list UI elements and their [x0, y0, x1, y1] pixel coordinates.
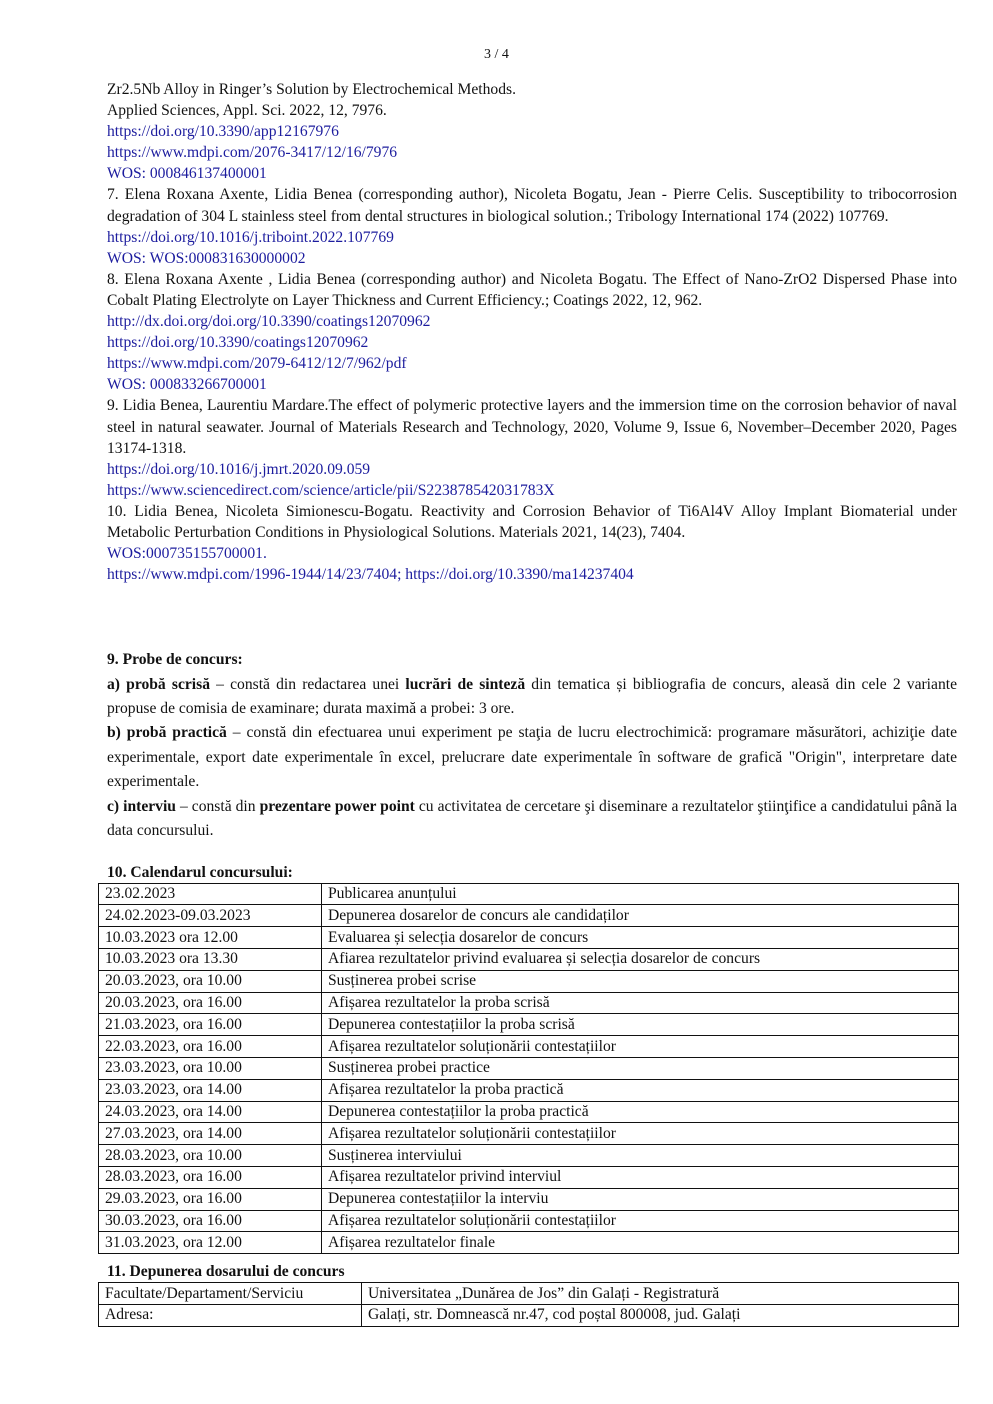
- submission-value-cell: Universitatea „Dunărea de Jos” din Galați - Registratură: [362, 1283, 959, 1305]
- reference-8: [107, 269, 957, 396]
- calendar-date-cell: 28.03.2023, ora 10.00: [99, 1145, 322, 1167]
- doi-link[interactable]: https://doi.org/10.1016/j.jmrt.2020.09.059: [107, 460, 371, 478]
- proba-scrisa-label: a) probă scrisă: [107, 675, 210, 693]
- calendar-date-cell: 21.03.2023, ora 16.00: [99, 1014, 322, 1036]
- calendar-event-cell: Afișarea rezultatelor soluționării contestațiilor: [322, 1210, 959, 1232]
- section-heading: 9. Probe de concurs:: [107, 651, 243, 669]
- reference-6: [107, 79, 957, 184]
- table-row: [99, 1079, 959, 1101]
- table-row: [99, 1145, 959, 1167]
- calendar-date-cell: 10.03.2023 ora 13.30: [99, 948, 322, 970]
- calendar-event-cell: Evaluarea și selecția dosarelor de concurs: [322, 927, 959, 949]
- doi-link[interactable]: https://doi.org/10.3390/coatings12070962: [107, 334, 369, 352]
- calendar-date-cell: 31.03.2023, ora 12.00: [99, 1232, 322, 1254]
- table-row: [99, 927, 959, 949]
- calendar-date-cell: 24.02.2023-09.03.2023: [99, 905, 322, 927]
- section-heading: 10. Calendarul concursului:: [107, 863, 293, 881]
- calendar-date-cell: 30.03.2023, ora 16.00: [99, 1210, 322, 1232]
- table-row: [99, 905, 959, 927]
- calendar-event-cell: Afișarea rezultatelor soluționării contestațiilor: [322, 1123, 959, 1145]
- mdpi-link[interactable]: https://www.mdpi.com/2076-3417/12/16/7976: [107, 144, 398, 162]
- table-row: [99, 948, 959, 970]
- reference-9: [107, 395, 957, 500]
- table-row: [99, 883, 959, 905]
- section-heading: 11. Depunerea dosarului de concurs: [107, 1263, 345, 1281]
- calendar-event-cell: Depunerea contestațiilor la proba scrisă: [322, 1014, 959, 1036]
- calendar-event-cell: Publicarea anunțului: [322, 883, 959, 905]
- proba-practica-paragraph: [107, 721, 957, 794]
- calendar-date-cell: 29.03.2023, ora 16.00: [99, 1188, 322, 1210]
- calendar-date-cell: 27.03.2023, ora 14.00: [99, 1123, 322, 1145]
- paragraph-text: – constă din redactarea unei: [210, 675, 406, 693]
- paragraph-text: cu activitatea de cercetare şi diseminare a rezultatelor ştiinţifice a candidatului până la data concursului.: [107, 797, 957, 840]
- paragraph-text: din tematica și bibliografia de concurs, aleasă din cele 2 variante propuse de comisia de examinare; durata maximă a probei: 3 ore.: [107, 675, 957, 718]
- reference-text: 7. Elena Roxana Axente, Lidia Benea (corresponding author), Nicoleta Bogatu, Jean - Pierre Celis. Susceptibility to tribocorrosion degradation of 304 L stainless steel from dental structures in biological solution.; Tribology International 174 (2022) 107769.: [107, 186, 957, 225]
- mdpi-pdf-link[interactable]: https://www.mdpi.com/2079-6412/12/7/962/pdf: [107, 355, 407, 373]
- calendar-date-cell: 22.03.2023, ora 16.00: [99, 1036, 322, 1058]
- calendar-date-cell: 24.03.2023, ora 14.00: [99, 1101, 322, 1123]
- calendar-event-cell: Depunerea dosarelor de concurs ale candidaților: [322, 905, 959, 927]
- wos-id: WOS: 000833266700001: [107, 376, 267, 394]
- calendar-event-cell: Afișarea rezultatelor privind interviul: [322, 1166, 959, 1188]
- interviu-label: c) interviu: [107, 797, 176, 815]
- submission-value-cell: Galați, str. Domnească nr.47, cod poștal 800008, jud. Galați: [362, 1305, 959, 1327]
- bold-term: prezentare power point: [259, 797, 415, 815]
- mdpi-doi-links[interactable]: https://www.mdpi.com/1996-1944/14/23/7404; https://doi.org/10.3390/ma14237404: [107, 566, 634, 584]
- reference-text-line: Applied Sciences, Appl. Sci. 2022, 12, 7976.: [107, 102, 387, 120]
- reference-text: 9. Lidia Benea, Laurentiu Mardare.The effect of polymeric protective layers and the immersion time on the corrosion behavior of naval steel in natural seawater. Journal of Materials Research and Technology, 2020, Volume 9, Issue 6, November–December 2020, Pages 13174-1318.: [107, 397, 957, 457]
- wos-id: WOS:000735155700001.: [107, 545, 267, 563]
- table-row: [99, 1014, 959, 1036]
- bold-term: lucrări de sinteză: [405, 675, 526, 693]
- calendar-event-cell: Afiarea rezultatelor privind evaluarea și selecția dosarelor de concurs: [322, 948, 959, 970]
- paragraph-text: – constă din: [175, 797, 260, 815]
- calendar-event-cell: Depunerea contestațiilor la interviu: [322, 1188, 959, 1210]
- reference-text-line: Zr2.5Nb Alloy in Ringer’s Solution by Electrochemical Methods.: [107, 81, 516, 98]
- table-row: [99, 1188, 959, 1210]
- table-row: [99, 992, 959, 1014]
- table-row: [99, 1057, 959, 1079]
- wos-id: WOS: 000846137400001: [107, 165, 267, 183]
- proba-scrisa-paragraph: [107, 673, 957, 722]
- wos-id: WOS: WOS:000831630000002: [107, 249, 306, 267]
- calendar-date-cell: 20.03.2023, ora 16.00: [99, 992, 322, 1014]
- proba-practica-label: b) probă practică: [107, 724, 227, 742]
- table-row: [99, 1036, 959, 1058]
- table-row: [99, 1210, 959, 1232]
- reference-10: [107, 501, 957, 585]
- calendar-event-cell: Afișarea rezultatelor la proba scrisă: [322, 992, 959, 1014]
- calendar-date-cell: 23.03.2023, ora 14.00: [99, 1079, 322, 1101]
- calendar-event-cell: Afișarea rezultatelor soluționării contestațiilor: [322, 1036, 959, 1058]
- calendar-date-cell: 28.03.2023, ora 16.00: [99, 1166, 322, 1188]
- table-row: [99, 1232, 959, 1254]
- reference-text: 8. Elena Roxana Axente , Lidia Benea (corresponding author) and Nicoleta Bogatu. The Effect of Nano-ZrO2 Dispersed Phase into Cobalt Plating Electrolyte on Layer Thickness and Current Efficiency.; Coatings 2022, 12, 962.: [107, 270, 957, 309]
- section-probe-de-concurs: [107, 648, 957, 843]
- spacer: [107, 585, 957, 648]
- reference-7: [107, 184, 957, 268]
- calendar-date-cell: 23.02.2023: [99, 883, 322, 905]
- submission-label-cell: Adresa:: [99, 1305, 362, 1327]
- calendar-event-cell: Susținerea interviului: [322, 1145, 959, 1167]
- calendar-event-cell: Depunerea contestațiilor la proba practică: [322, 1101, 959, 1123]
- calendar-event-cell: Susținerea probei practice: [322, 1057, 959, 1079]
- calendar-event-cell: Susținerea probei scrise: [322, 970, 959, 992]
- calendar-date-cell: 20.03.2023, ora 10.00: [99, 970, 322, 992]
- table-row: [99, 1283, 959, 1305]
- table-row: [99, 1123, 959, 1145]
- doi-link[interactable]: https://doi.org/10.3390/app12167976: [107, 123, 339, 141]
- calendar-event-cell: Afișarea rezultatelor la proba practică: [322, 1079, 959, 1101]
- page-number: 3 / 4: [484, 47, 509, 62]
- doi-link[interactable]: https://doi.org/10.1016/j.triboint.2022.107769: [107, 228, 394, 246]
- dx-doi-link[interactable]: http://dx.doi.org/doi.org/10.3390/coatings12070962: [107, 313, 431, 331]
- submission-label-cell: Facultate/Departament/Serviciu: [99, 1283, 362, 1305]
- sciencedirect-link[interactable]: https://www.sciencedirect.com/science/article/pii/S223878542031783X: [107, 481, 555, 499]
- table-row: [99, 1166, 959, 1188]
- document-body: [107, 79, 957, 1327]
- calendar-event-cell: Afișarea rezultatelor finale: [322, 1232, 959, 1254]
- submission-table: [98, 1282, 959, 1327]
- table-row: [99, 970, 959, 992]
- table-row: [99, 1101, 959, 1123]
- paragraph-text: – constă din efectuarea unui experiment pe staţia de lucru electrochimică: programare măsurători, achiziţie date experimentale, export date experimentale în excel, prelucrare date experimentale în software de grafică "Origin", interpretare date experimentale.: [107, 724, 957, 791]
- calendar-date-cell: 10.03.2023 ora 12.00: [99, 927, 322, 949]
- calendar-table: [98, 883, 959, 1255]
- calendar-date-cell: 23.03.2023, ora 10.00: [99, 1057, 322, 1079]
- reference-text: 10. Lidia Benea, Nicoleta Simionescu-Bogatu. Reactivity and Corrosion Behavior of Ti6Al4V Alloy Implant Biomaterial under Metabolic Perturbation Conditions in Physiological Solutions. Materials 2021, 14(23), 7404.: [107, 502, 957, 541]
- interviu-paragraph: [107, 795, 957, 844]
- table-row: [99, 1305, 959, 1327]
